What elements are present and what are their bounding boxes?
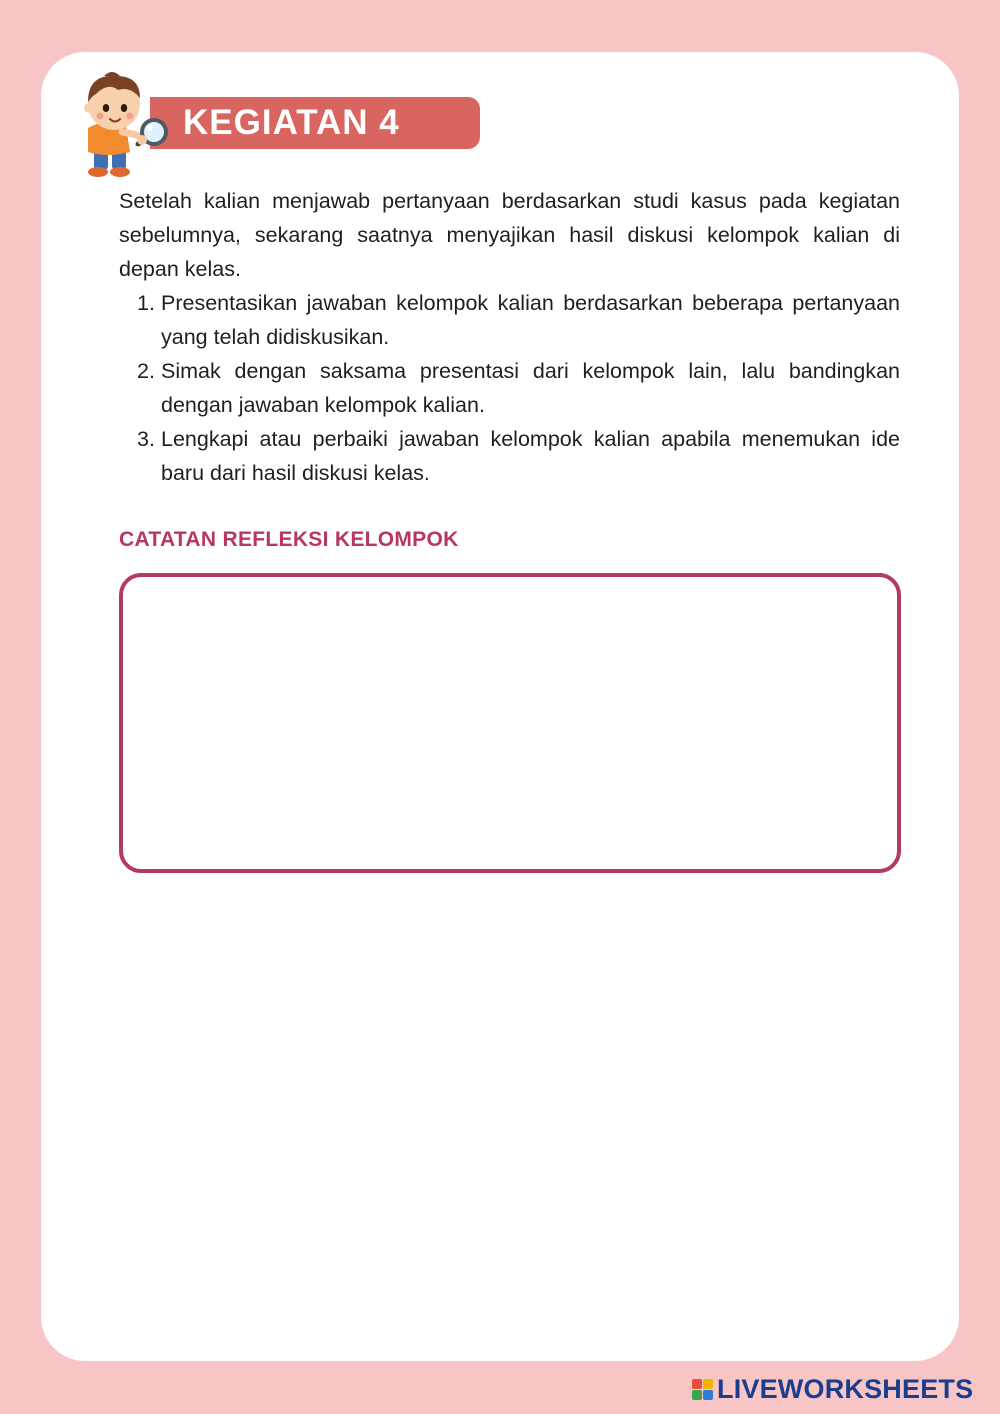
step-text: Simak dengan saksama presentasi dari kelompok lain, lalu bandingkan dengan jawaban kelompok kalian.	[161, 359, 900, 417]
intro-paragraph: Setelah kalian menjawab pertanyaan berdasarkan studi kasus pada kegiatan sebelumnya, sekarang saatnya menyajikan hasil diskusi kelompok kalian di depan kelas.	[119, 189, 900, 281]
reflection-heading: CATATAN REFLEKSI KELOMPOK	[119, 528, 459, 551]
liveworksheets-mark-icon	[692, 1379, 713, 1400]
brand-name: LIVEWORKSHEETS	[717, 1374, 974, 1404]
list-item	[119, 286, 900, 354]
instructions	[119, 184, 900, 490]
step-text: Lengkapi atau perbaiki jawaban kelompok kalian apabila menemukan ide baru dari hasil diskusi kelas.	[161, 427, 900, 485]
liveworksheets-logo	[692, 1374, 973, 1404]
logo-square-i	[703, 1379, 713, 1389]
logo-square-e	[703, 1390, 713, 1400]
list-item	[119, 422, 900, 490]
page-title: KEGIATAN 4	[183, 103, 400, 142]
list-item	[119, 354, 900, 422]
reflection-answer-box[interactable]	[119, 573, 901, 873]
step-number: 3.	[137, 427, 155, 451]
step-number: 2.	[137, 359, 155, 383]
boy-with-magnifying-glass-icon	[74, 68, 174, 180]
step-text: Presentasikan jawaban kelompok kalian berdasarkan beberapa pertanyaan yang telah didiskusikan.	[161, 291, 900, 349]
steps-list	[119, 286, 900, 490]
title-banner	[150, 97, 480, 149]
logo-square-v	[692, 1390, 702, 1400]
logo-square-l	[692, 1379, 702, 1389]
step-number: 1.	[137, 291, 155, 315]
